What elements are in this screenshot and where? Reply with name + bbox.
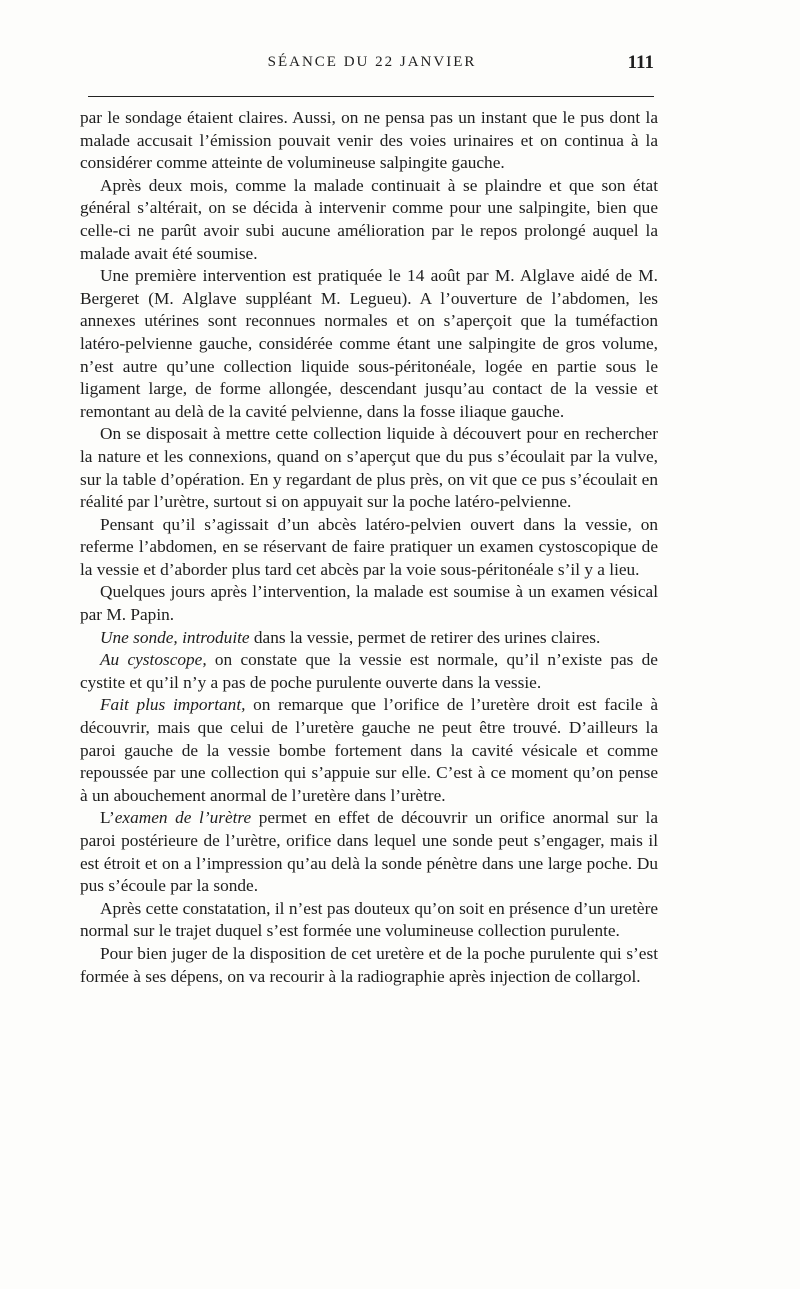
italic-phrase: Une sonde, introduite — [100, 627, 250, 647]
header-rule — [88, 96, 654, 97]
paragraph-9: Fait plus important, on remarque que l’orifice de l’uretère droit est facile à découvrir, mais que celui de l’uretère gauche ne peut être trouvé. D’ailleurs la paroi gauche de la vessie bombe fortement dans la cavité vésicale et comme repoussée par une collection qui s’appuie sur elle. C’est à ce moment qu’on pense à un abouchement anormal de l’uretère dans l’urètre. — [80, 695, 658, 805]
paragraph-4: On se disposait à mettre cette collection liquide à découvert pour en rechercher la nature et les connexions, quand on s’aperçut que du pus s’écoulait par la vulve, sur la table d’opération. En y regardant de plus près, on vit que ce pus s’écoulait en réalité par l’urètre, surtout si on appuyait sur la poche latéro-pelvienne. — [80, 424, 658, 512]
body-text — [80, 107, 658, 988]
paragraph-2: Après deux mois, comme la malade continuait à se plaindre et que son état général s’altérait, on se décida à intervenir comme pour une salpingite, bien que celle-ci ne parût avoir subi aucune amélioration par le repos prolongé auquel la malade avait été soumise. — [80, 175, 658, 263]
paragraph-12: Pour bien juger de la disposition de cet uretère et de la poche purulente qui s’est formée à ses dépens, on va recourir à la radiographie après injection de collargol. — [80, 943, 658, 986]
paragraph-10: L’examen de l’urètre permet en effet de découvrir un orifice anormal sur la paroi postérieure de l’urètre, orifice dans lequel une sonde peut s’engager, mais il est étroit et on a l’impression qu’au delà la sonde pénètre dans une large poche. Du pus s’écoule par la sonde. — [80, 808, 658, 896]
italic-phrase: Fait plus important, — [100, 695, 246, 715]
page-number: 111 — [627, 52, 654, 73]
italic-phrase: examen de l’urètre — [114, 808, 252, 828]
paragraph-1: par le sondage étaient claires. Aussi, on ne pensa pas un instant que le pus dont la malade accusait l’émission pouvait venir des voies urinaires et on continua à la considérer comme atteinte de volumineuse salpingite gauche. — [80, 108, 658, 173]
page-header — [88, 52, 656, 80]
paragraph-11: Après cette constatation, il n’est pas douteux qu’on soit en présence d’un uretère normal sur le trajet duquel s’est formée une volumineuse collection purulente. — [80, 898, 658, 941]
italic-phrase: Au cystoscope, — [100, 650, 207, 670]
paragraph-3: Une première intervention est pratiquée le 14 août par M. Alglave aidé de M. Bergeret (M. Alglave suppléant M. Legueu). A l’ouverture de l’abdomen, les annexes utérines sont reconnues normales et on s’aperçoit que la tuméfaction latéro-pelvienne gauche, considérée comme étant une salpingite de gros volume, n’est autre qu’une collection liquide sous-péritonéale, logée en partie sous le ligament large, de forme allongée, descendant jusqu’au contact de la vessie et remontant au delà de la cavité pelvienne, dans la fosse iliaque gauche. — [80, 266, 658, 421]
paragraph-5: Pensant qu’il s’agissait d’un abcès latéro-pelvien ouvert dans la vessie, on referme l’abdomen, en se réservant de faire pratiquer un examen cystoscopique de la vessie et d’aborder plus tard cet abcès par la voie sous-péritonéale s’il y a lieu. — [80, 514, 658, 579]
running-head: SÉANCE DU 22 JANVIER — [267, 54, 477, 70]
paragraph-6: Quelques jours après l’intervention, la malade est soumise à un examen vésical par M. Papin. — [80, 582, 658, 625]
paragraph-7: Une sonde, introduite dans la vessie, permet de retirer des urines claires. — [100, 627, 601, 647]
paragraph-8: Au cystoscope, on constate que la vessie est normale, qu’il n’existe pas de cystite et qu’il n’y a pas de poche purulente ouverte dans la vessie. — [80, 650, 658, 692]
